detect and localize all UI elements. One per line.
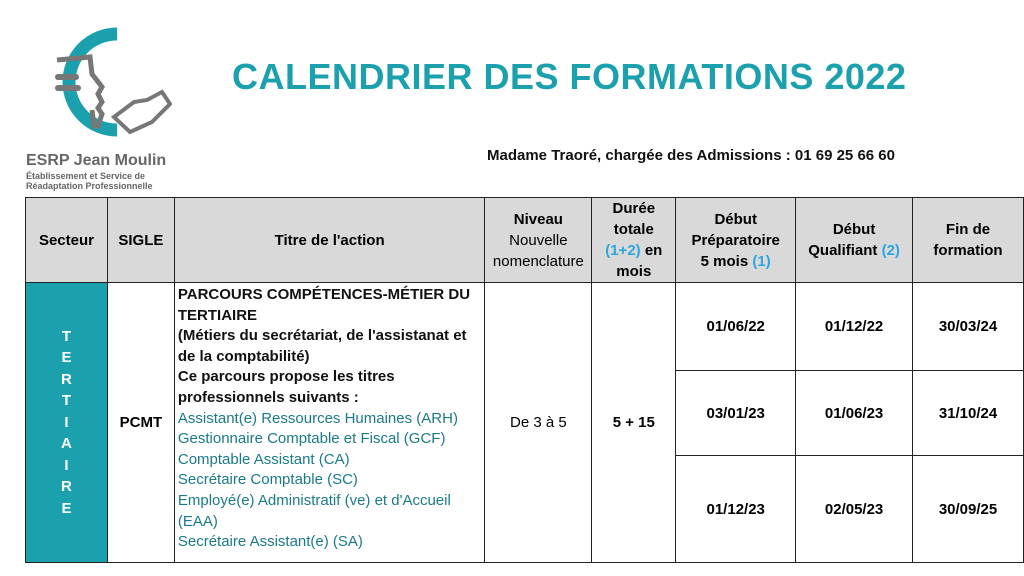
secteur-letter: I [64, 456, 69, 474]
fin-formation-3: 30/09/25 [913, 456, 1024, 563]
logo-name: ESRP Jean Moulin [26, 152, 167, 169]
col-debut-preparatoire: Début Préparatoire 5 mois (1) [676, 198, 796, 283]
admissions-contact: Madame Traoré, chargée des Admissions : 01 69 25 66 60 [487, 147, 895, 164]
secteur-letter: A [61, 435, 72, 453]
titre-item: Secrétaire Comptable (SC) [177, 471, 358, 489]
secteur-letter: I [64, 413, 69, 431]
col-duree: Durée totale (1+2) en mois [592, 198, 676, 283]
titre-item: Employé(e) Administratif (ve) et d'Accueil (EAA) [177, 491, 451, 530]
col-niveau: Niveau Nouvelle nomenclature [485, 198, 592, 283]
titre-item: Assistant(e) Ressources Humaines (ARH) [177, 409, 458, 427]
secteur-letter: T [61, 392, 72, 410]
debut-qualifiant-3: 02/05/23 [796, 456, 913, 563]
niveau-cell: De 3 à 5 [485, 283, 592, 563]
header-row [26, 198, 1024, 283]
debut-qualifiant-2: 01/06/23 [796, 371, 913, 456]
logo-subtitle-1: Établissement et Service de [26, 171, 146, 181]
secteur-letter: R [61, 370, 72, 388]
titre-bold-2: (Métiers du secrétariat, de l'assistanat et de la comptabilité) [177, 327, 467, 365]
col-fin-formation: Fin de formation [913, 198, 1024, 283]
formations-table [25, 197, 1024, 563]
secteur-cell [26, 283, 108, 563]
titre-bold-3: Ce parcours propose les titres professionnels suivants : [177, 368, 395, 406]
debut-preparatoire-1: 01/06/22 [676, 283, 796, 371]
titre-item: Comptable Assistant (CA) [177, 450, 350, 468]
secteur-letter: R [61, 478, 72, 496]
fin-formation-2: 31/10/24 [913, 371, 1024, 456]
col-debut-qualifiant: Début Qualifiant (2) [796, 198, 913, 283]
secteur-letter: T [61, 327, 72, 345]
sigle-cell: PCMT [107, 283, 174, 563]
titre-item: Secrétaire Assistant(e) (SA) [177, 533, 363, 551]
logo-subtitle-2: Réadaptation Professionnelle [26, 181, 153, 191]
col-secteur: Secteur [26, 198, 108, 283]
page-title: CALENDRIER DES FORMATIONS 2022 [232, 56, 907, 97]
debut-qualifiant-1: 01/12/22 [796, 283, 913, 371]
debut-preparatoire-2: 03/01/23 [676, 371, 796, 456]
titre-bold-1: PARCOURS COMPÉTENCES-MÉTIER DU TERTIAIRE [177, 286, 471, 324]
table-row [26, 283, 1024, 371]
fin-formation-1: 30/03/24 [913, 283, 1024, 371]
secteur-letter: E [61, 499, 72, 517]
titre-cell [174, 283, 485, 563]
esrp-logo [22, 22, 172, 152]
secteur-letter: E [61, 349, 72, 367]
duree-cell: 5 + 15 [592, 283, 676, 563]
col-titre: Titre de l'action [174, 198, 485, 283]
titre-item: Gestionnaire Comptable et Fiscal (GCF) [177, 430, 446, 448]
col-sigle: SIGLE [107, 198, 174, 283]
debut-preparatoire-3: 01/12/23 [676, 456, 796, 563]
